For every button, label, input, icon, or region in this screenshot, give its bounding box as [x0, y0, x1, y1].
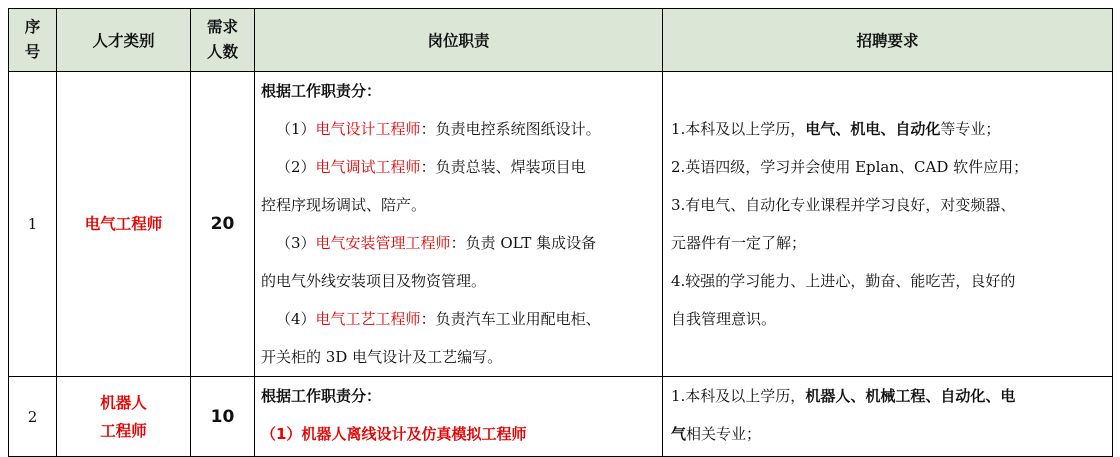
requirement-item: 3.有电气、自动化专业课程并学习良好，对变频器、	[671, 196, 1016, 214]
requirement-continuation: 自我管理意识。	[671, 310, 777, 328]
duty-num: （4）	[276, 310, 316, 328]
header-requirements: 招聘要求	[663, 9, 1113, 72]
duty-desc: ：负责总装、焊装项目电	[420, 158, 586, 176]
requirement-item	[671, 110, 1108, 148]
requirement-item: 4.较强的学习能力、上进心，勤奋、能吃苦，良好的	[671, 272, 1016, 290]
header-row	[9, 9, 1113, 72]
row-count: 10	[191, 377, 255, 457]
duty-item	[261, 110, 658, 148]
header-seq	[9, 9, 57, 72]
duty-item	[261, 148, 658, 186]
duty-continuation: 控程序现场调试、陪产。	[261, 196, 427, 214]
duty-title: 电气设计工程师	[315, 120, 421, 138]
duty-num: （2）	[276, 158, 316, 176]
requirement-continuation: 元器件有一定了解；	[671, 234, 807, 252]
row-category: 电气工程师	[57, 72, 191, 377]
requirement-item	[671, 377, 1108, 415]
duty-item	[261, 224, 658, 262]
row-category	[57, 377, 191, 457]
requirement-text: 1.本科及以上学历，	[671, 387, 806, 405]
duty-lead: 根据工作职责分：	[261, 82, 382, 100]
requirement-text: 等专业；	[940, 120, 1001, 138]
row-seq: 1	[9, 72, 57, 377]
duty-title: 电气调试工程师	[315, 158, 421, 176]
duty-title: 电气安装管理工程师	[315, 234, 451, 252]
header-seq-line-2: 号	[24, 43, 41, 61]
requirement-majors: 机器人、机械工程、自动化、电	[805, 387, 1016, 405]
header-demand-line-1: 需求	[206, 18, 238, 36]
row-requirements	[663, 377, 1113, 457]
duty-num: （3）	[276, 234, 316, 252]
duty-continuation: 的电气外线安装项目及物资管理。	[261, 272, 487, 290]
requirement-text: 1.本科及以上学历，	[671, 120, 806, 138]
duty-lead: 根据工作职责分：	[261, 387, 382, 405]
requirement-continuation	[671, 415, 1108, 453]
row-category-line-2: 工程师	[100, 421, 147, 440]
table-row	[9, 377, 1113, 457]
duty-continuation: 开关柜的 3D 电气设计及工艺编写。	[261, 348, 503, 366]
row-duties	[255, 72, 663, 377]
header-category: 人才类别	[57, 9, 191, 72]
header-demand-line-2: 人数	[206, 43, 238, 61]
duty-item	[261, 300, 658, 338]
requirement-majors: 气	[671, 425, 687, 443]
row-seq: 2	[9, 377, 57, 457]
duty-desc: ：负责 OLT 集成设备	[450, 234, 597, 252]
duty-desc: ：负责电控系统图纸设计。	[420, 120, 601, 138]
header-seq-line-1: 序	[24, 18, 41, 36]
header-duties: 岗位职责	[255, 9, 663, 72]
header-demand	[191, 9, 255, 72]
row-duties	[255, 377, 663, 457]
requirement-text: 相关专业；	[686, 425, 762, 443]
requirement-majors: 电气、机电、自动化	[805, 120, 941, 138]
duty-num: （1）	[276, 120, 316, 138]
row-count: 20	[191, 72, 255, 377]
duty-desc: ：负责汽车工业用配电柜、	[420, 310, 601, 328]
table-row	[9, 72, 1113, 377]
recruitment-table	[8, 8, 1113, 457]
requirement-item: 2.英语四级，学习并会使用 Eplan、CAD 软件应用；	[671, 158, 1029, 176]
duty-item: （1）机器人离线设计及仿真模拟工程师	[261, 425, 527, 443]
row-requirements	[663, 72, 1113, 377]
row-category-line-1: 机器人	[100, 393, 147, 412]
duty-title: 电气工艺工程师	[315, 310, 421, 328]
